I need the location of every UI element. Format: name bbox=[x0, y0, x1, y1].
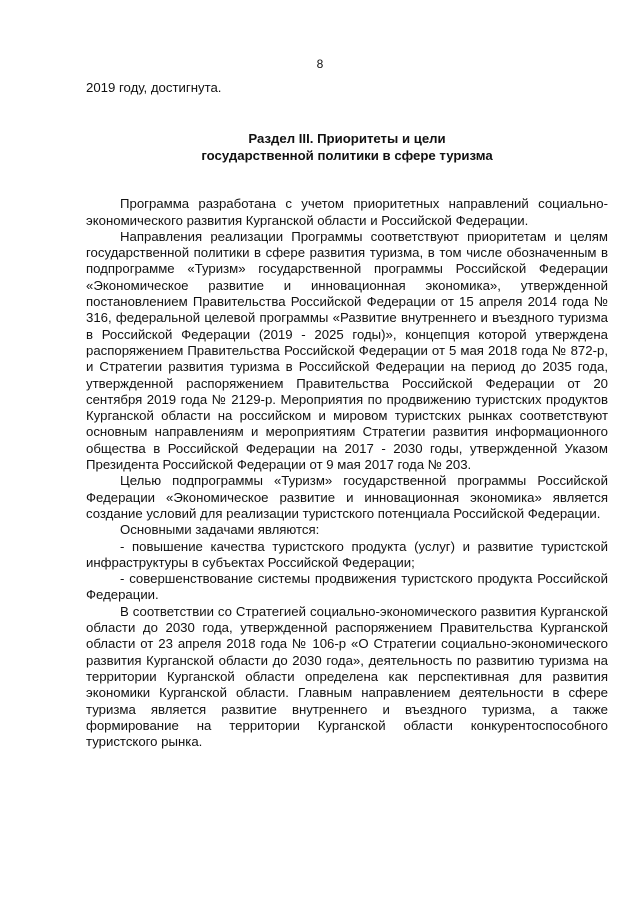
section-heading-line1: Раздел III. Приоритеты и цели bbox=[248, 131, 446, 147]
paragraph-strategy: В соответствии со Стратегией социально-экономического развития Курганской области до 2030 года, утвержденной распоряжением Правительства Курганской области от 23 апреля 2018 года № 106-р «О Стратегии социально-экономического развития Курганской области до 2030 года», деятельность по развитию туризма на территории Курганской области определена как перспективная для развития экономики Курганской области. Главным направлением деятельности в сфере туризма является развитие внутреннего и въездного туризма, а также формирование на территории Курганской области конкурентоспособного туристского рынка. bbox=[86, 603, 608, 750]
page-number: 8 bbox=[316, 57, 324, 71]
paragraph-goal: Целью подпрограммы «Туризм» государственной программы Российской Федерации «Экономическое развитие и инновационная экономика» является создание условий для реализации туристского потенциала Российской Федерации. bbox=[86, 473, 608, 521]
section-heading bbox=[86, 130, 608, 164]
paragraph-directions: Направления реализации Программы соответствуют приоритетам и целям государственной политики в сфере развития туризма, в том числе обозначенным в подпрограмме «Туризм» государственной программы Российской Федерации «Экономическое развитие и инновационная экономика», утвержденной постановлением Правительства Российской Федерации от 15 апреля 2014 года № 316, федеральной целевой программы «Развитие внутреннего и въездного туризма в Российской Федерации (2019 - 2025 годы)», концепция которой утверждена распоряжением Правительства Российской Федерации от 5 мая 2018 года № 872-р, и Стратегии развития туризма в Российской Федерации на период до 2035 года, утвержденной распоряжением Правительства Российской Федерации от 20 сентября 2019 года № 2129-р. Мероприятия по продвижению туристских продуктов Курганской области на российском и мировом туристских рынках соответствуют основным направлениям и мероприятиям Стратегии развития информационного общества в Российской Федерации на 2017 - 2030 годы, утвержденной Указом Президента Российской Федерации от 9 мая 2017 года № 203. bbox=[86, 228, 608, 473]
section-heading-line2: государственной политики в сфере туризма bbox=[201, 148, 493, 164]
document-body bbox=[86, 80, 608, 750]
task-item-quality: - повышение качества туристского продукта (услуг) и развитие туристской инфраструктуры в субъектах Российской Федерации; bbox=[86, 538, 608, 570]
paragraph-tasks-intro: Основными задачами являются: bbox=[120, 522, 320, 538]
task-item-promotion: - совершенствование системы продвижения туристского продукта Российской Федерации. bbox=[86, 571, 608, 603]
paragraph-intro: Программа разработана с учетом приоритетных направлений социально-экономического развития Курганской области и Российской Федерации. bbox=[86, 196, 608, 228]
continuation-line: 2019 году, достигнута. bbox=[86, 80, 222, 95]
